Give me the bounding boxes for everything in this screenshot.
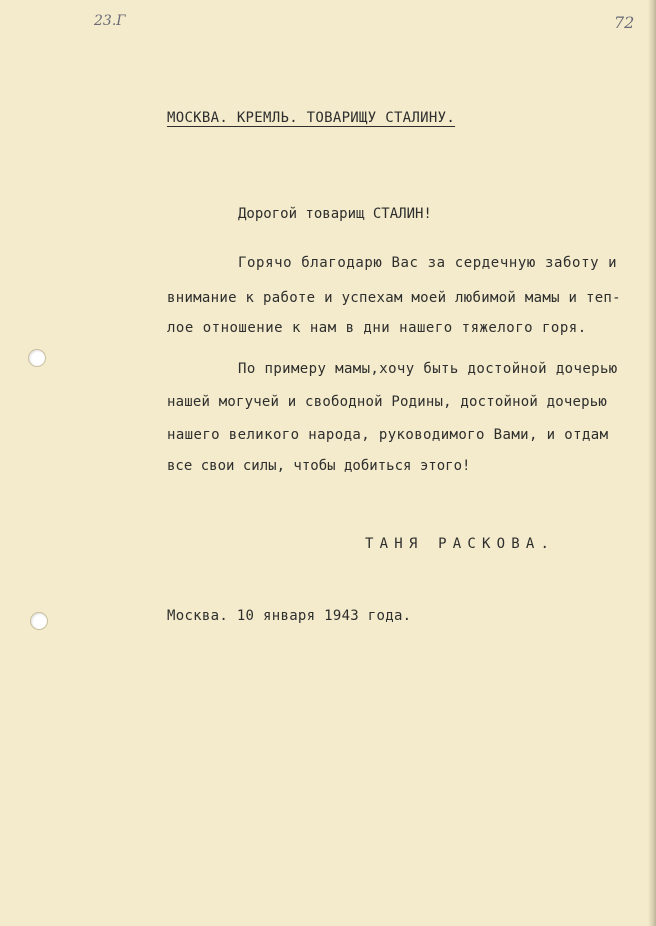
letter-greeting: Дорогой товарищ СТАЛИН! (238, 206, 432, 222)
letter-body-line: нашей могучей и свободной Родины, достойной дочерью (167, 394, 608, 410)
letter-address: МОСКВА. КРЕМЛЬ. ТОВАРИЩУ СТАЛИНУ. (167, 110, 456, 126)
archive-number-handwritten: 23.Г (94, 13, 126, 29)
punch-hole (28, 349, 46, 367)
letter-body-line: Горячо благодарю Вас за сердечную заботу и (238, 255, 618, 271)
letter-body-line: По примеру мамы,хочу быть достойной дочерью (238, 361, 618, 377)
letter-body-line: нашего великого народа, руководимого Вами, и отдам (167, 427, 609, 443)
letter-body-line: внимание к работе и успехам моей любимой мамы и теп- (167, 290, 621, 306)
page-number-handwritten: 72 (614, 13, 635, 32)
paper-edge (648, 0, 656, 926)
letter-signature: ТАНЯ РАСКОВА. (365, 536, 556, 552)
letter-body-line: лое отношение к нам в дни нашего тяжелого горя. (167, 320, 587, 336)
letter-place-date: Москва. 10 января 1943 года. (167, 608, 412, 624)
punch-hole (30, 612, 48, 630)
letter-body-line: все свои силы, чтобы добиться этого! (167, 458, 471, 474)
